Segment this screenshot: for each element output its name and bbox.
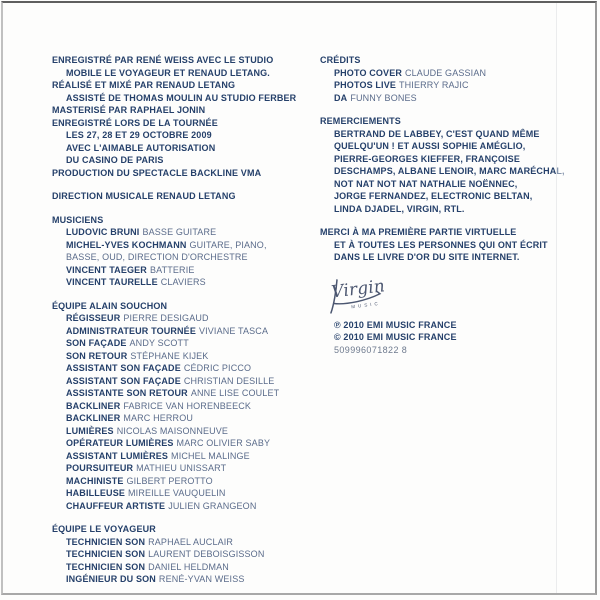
thanks-line: [320, 226, 572, 239]
credit-line: [52, 54, 324, 67]
musician-name: VINCENT TAEGER: [66, 264, 147, 275]
virgin-logo-text: Virgin: [330, 275, 387, 303]
credit-role: DU CASINO DE PARIS: [66, 155, 164, 165]
credit-line: [52, 167, 324, 180]
section-production: [52, 54, 324, 179]
musiciens-lines: [52, 226, 324, 289]
right-column: [320, 54, 572, 367]
credit-name: RAPHAEL AUCLAIR: [148, 536, 234, 547]
credit-line: [52, 312, 324, 325]
credit-line: [52, 251, 324, 264]
credit-name: CHRISTIAN DESILLE: [183, 375, 275, 386]
credit-line: [320, 92, 572, 105]
credit-line: [52, 92, 324, 105]
copyright-text: ℗ 2010 EMI MUSIC FRANCE: [334, 319, 457, 330]
credit-line: [52, 475, 324, 488]
credit-line: [52, 79, 324, 92]
credit-role: DA: [334, 92, 348, 103]
credit-line: [52, 264, 324, 277]
thanks-line: [320, 251, 572, 264]
credit-name: CLAUDE GASSIAN: [405, 67, 487, 78]
credit-role: TECHNICIEN SON: [66, 549, 146, 559]
credit-line: [52, 67, 324, 80]
musician-instrument: GUITARE, PIANO,: [189, 239, 267, 250]
thanks-line: [320, 203, 572, 216]
credit-role: MACHINISTE: [66, 475, 124, 486]
credit-line: [52, 375, 324, 388]
credit-role: CHAUFFEUR ARTISTE: [66, 500, 166, 511]
credit-name: MIREILLE VAUQUELIN: [128, 488, 226, 498]
credit-role: ASSISTANT SON FAÇADE: [66, 375, 181, 386]
credit-line: [52, 400, 324, 413]
musician-instrument: BASSE GUITARE: [142, 227, 217, 237]
credit-line: [52, 350, 324, 363]
section-direction-musicale: [52, 190, 324, 203]
thanks-text: QUELQU'UN ! ET AUSSI SOPHIE AMÉGLIO,: [334, 141, 526, 151]
thanks-line: [320, 128, 572, 141]
credit-name: DANIEL HELDMAN: [148, 561, 229, 572]
credit-line: [52, 462, 324, 475]
credit-name: THIERRY RAJIC: [399, 80, 469, 90]
credit-role: PHOTO COVER: [334, 67, 402, 78]
credit-line: [52, 104, 324, 117]
credit-name: ANNE LISE COULET: [190, 388, 280, 398]
credit-role: OPÉRATEUR LUMIÈRES: [66, 438, 174, 448]
credit-line: [52, 129, 324, 142]
credit-name: GILBERT PEROTTO: [126, 475, 213, 486]
credit-name: MARC HERROU: [123, 413, 194, 423]
credit-role: ASSISTÉ DE THOMAS MOULIN AU STUDIO FERBER: [66, 92, 297, 103]
section-heading: CRÉDITS: [320, 55, 361, 65]
credit-line: [52, 154, 324, 167]
credit-name: MATHIEU UNISSART: [136, 463, 227, 473]
credit-role: ADMINISTRATEUR TOURNÉE: [66, 325, 196, 336]
thanks-line: [320, 165, 572, 178]
credit-name: VIVIANE TASCA: [198, 325, 269, 336]
thanks-line: [320, 178, 572, 191]
page-edge-highlight: [557, 3, 597, 593]
credit-role: LUMIÈRES: [66, 425, 114, 436]
remerciements-lines: [320, 128, 572, 216]
section-musiciens: [52, 214, 324, 289]
section-heading: ÉQUIPE ALAIN SOUCHON: [52, 300, 168, 311]
section-heading: MUSICIENS: [52, 214, 104, 225]
credit-line: [52, 536, 324, 549]
copyright-lines: [320, 319, 572, 357]
credit-role: AVEC L'AIMABLE AUTORISATION: [66, 142, 216, 153]
equipe-souchon-lines: [52, 312, 324, 512]
section-merci: [320, 226, 572, 264]
credit-role: MOBILE LE VOYAGEUR ET RENAUD LETANG.: [66, 67, 270, 78]
musician-name: LUDOVIC BRUNI: [66, 227, 140, 237]
virgin-music-logo: [326, 275, 572, 315]
credit-name: NICOLAS MAISONNEUVE: [116, 425, 229, 436]
virgin-logo-icon: [326, 275, 398, 315]
credit-line: [52, 276, 324, 289]
musician-instrument: CLAVIERS: [160, 277, 206, 287]
credit-role: HABILLEUSE: [66, 488, 126, 498]
section-equipe-le-voyageur: [52, 523, 324, 586]
credit-line: [320, 79, 572, 92]
credit-role: ASSISTANT SON FAÇADE: [66, 363, 181, 373]
thanks-line: [320, 190, 572, 203]
musician-instrument: BATTERIE: [149, 264, 195, 275]
thanks-text: PIERRE-GEORGES KIEFFER, FRANÇOISE: [334, 153, 520, 164]
thanks-line: [320, 153, 572, 166]
musician-instrument: BASSE, OUD, DIRECTION D'ORCHESTRE: [66, 252, 248, 262]
thanks-text: LINDA DJADEL, VIRGIN, RTL.: [334, 203, 465, 214]
credit-role: MASTERISÉ PAR RAPHAEL JONIN: [52, 105, 206, 115]
credit-role: RÉGISSEUR: [66, 313, 121, 323]
credit-line: [52, 337, 324, 350]
credit-line: [52, 437, 324, 450]
credit-role: PHOTOS LIVE: [334, 80, 396, 90]
catalog-number: 509996071822 8: [334, 344, 408, 355]
credit-role: ASSISTANTE SON RETOUR: [66, 388, 188, 398]
merci-lines: [320, 226, 572, 264]
credit-name: ANDY SCOTT: [129, 338, 189, 348]
section-heading: ÉQUIPE LE VOYAGEUR: [52, 524, 156, 534]
credit-role: LES 27, 28 ET 29 OCTOBRE 2009: [66, 130, 212, 140]
thanks-text: DESCHAMPS, ALBANE LENOIR, MARC MARÉCHAL,: [334, 166, 565, 176]
credit-line: [52, 190, 324, 203]
credit-name: MICHEL MALINGE: [171, 450, 250, 461]
credit-name: JULIEN GRANGEON: [168, 500, 257, 511]
credit-name: MARC OLIVIER SABY: [176, 438, 271, 448]
credit-line: [52, 117, 324, 130]
thanks-text: NOT NAT NOT NAT NATHALIE NOËNNEC,: [334, 178, 518, 189]
copyright-line: [320, 319, 572, 332]
credit-line: [52, 387, 324, 400]
copyright-line: [320, 331, 572, 344]
musician-name: MICHEL-YVES KOCHMANN: [66, 239, 187, 250]
section-remerciements: [320, 115, 572, 215]
copyright-line: [320, 344, 572, 357]
production-lines: [52, 54, 324, 179]
credit-line: [52, 487, 324, 500]
credit-role: RÉALISÉ ET MIXÉ PAR RENAUD LETANG: [52, 80, 236, 90]
credit-role: SON RETOUR: [66, 350, 128, 361]
credit-role: SON FAÇADE: [66, 338, 127, 348]
thanks-text: ET À TOUTES LES PERSONNES QUI ONT ÉCRIT: [334, 239, 548, 250]
thanks-text: JORGE FERNANDEZ, ELECTRONIC BELTAN,: [334, 191, 533, 201]
credit-line: [52, 573, 324, 586]
credit-name: FABRICE VAN HORENBEECK: [123, 400, 252, 411]
thanks-text: BERTRAND DE LABBEY, C'EST QUAND MÊME: [334, 128, 540, 139]
credits-lines: [320, 67, 572, 105]
thanks-line: [320, 140, 572, 153]
credit-role: ENREGISTRÉ PAR RENÉ WEISS AVEC LE STUDIO: [52, 55, 274, 65]
credit-role: ASSISTANT LUMIÈRES: [66, 450, 169, 461]
section-copyright: [320, 319, 572, 357]
credit-name: PIERRE DESIGAUD: [123, 313, 209, 323]
credit-name: RENÉ-YVAN WEISS: [158, 574, 245, 584]
credit-name: LAURENT DEBOISGISSON: [148, 549, 265, 559]
equipe-voyageur-lines: [52, 536, 324, 586]
credit-name: CÉDRIC PICCO: [183, 363, 252, 373]
credit-name: FUNNY BONES: [350, 92, 417, 103]
direction-lines: [52, 190, 324, 203]
section-credits: [320, 54, 572, 104]
left-column: [52, 54, 324, 597]
credit-line: [52, 500, 324, 513]
page-fold-line: [556, 3, 557, 593]
credit-line: [52, 142, 324, 155]
credit-role: PRODUCTION DU SPECTACLE BACKLINE VMA: [52, 167, 262, 178]
credit-role: ENREGISTRÉ LORS DE LA TOURNÉE: [52, 117, 218, 128]
credit-role: TECHNICIEN SON: [66, 561, 146, 572]
credit-role: POURSUITEUR: [66, 463, 134, 473]
credit-role: DIRECTION MUSICALE RENAUD LETANG: [52, 191, 236, 201]
credit-line: [52, 362, 324, 375]
section-heading: REMERCIEMENTS: [320, 116, 401, 126]
credit-line: [320, 67, 572, 80]
musician-name: VINCENT TAURELLE: [66, 277, 158, 287]
credit-line: [52, 425, 324, 438]
credit-line: [52, 226, 324, 239]
section-equipe-alain-souchon: [52, 300, 324, 513]
thanks-text: MERCI À MA PREMIÈRE PARTIE VIRTUELLE: [320, 227, 517, 237]
credit-line: [52, 561, 324, 574]
virgin-logo-subtext: MUSIC: [351, 300, 381, 309]
credit-name: STÉPHANE KIJEK: [130, 350, 209, 361]
copyright-text: © 2010 EMI MUSIC FRANCE: [334, 332, 457, 342]
credit-role: BACKLINER: [66, 413, 121, 423]
thanks-line: [320, 239, 572, 252]
credit-line: [52, 450, 324, 463]
credit-role: INGÉNIEUR DU SON: [66, 574, 156, 584]
credit-role: TECHNICIEN SON: [66, 536, 146, 547]
credit-line: [52, 325, 324, 338]
credit-line: [52, 412, 324, 425]
credit-line: [52, 239, 324, 252]
thanks-text: DANS LE LIVRE D'OR DU SITE INTERNET.: [334, 252, 520, 262]
credit-line: [52, 548, 324, 561]
credit-role: BACKLINER: [66, 400, 121, 411]
